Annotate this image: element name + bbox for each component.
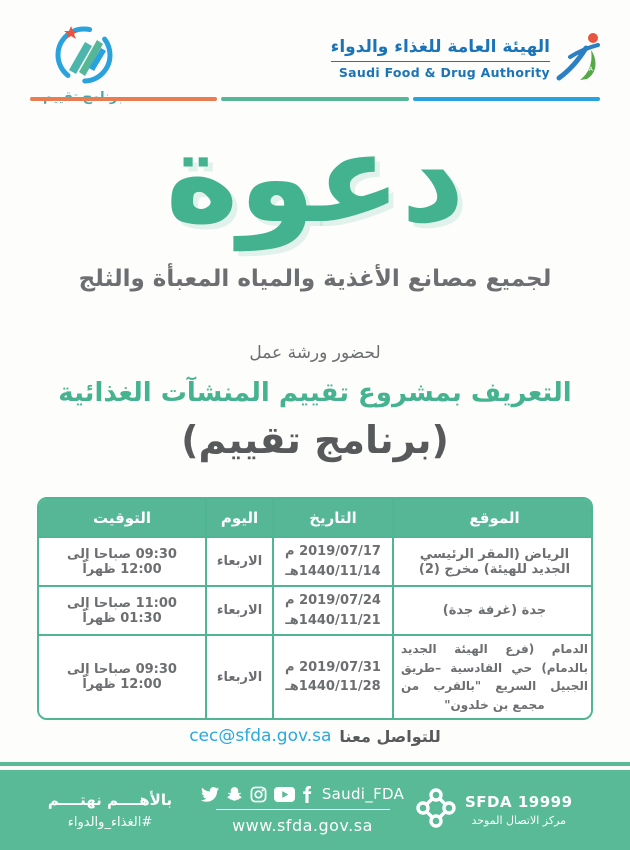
- call-center-number: SFDA 19999: [465, 793, 573, 811]
- column-header-location: الموقع: [393, 499, 593, 537]
- footer-social-block: [208, 785, 405, 835]
- divider-blue-segment: [413, 97, 600, 101]
- twitter-icon[interactable]: [201, 787, 219, 802]
- contact-line: [0, 726, 630, 746]
- taqyeem-program-logo: [40, 24, 126, 105]
- contact-email-link[interactable]: cec@sfda.gov.sa: [189, 726, 332, 746]
- footer-callcenter-block: [415, 787, 600, 833]
- tricolor-divider: [30, 97, 600, 101]
- hijri-date: 1440/11/28هـ: [285, 679, 381, 695]
- date-cell: [273, 586, 393, 635]
- sfda-logo: [331, 30, 602, 86]
- time-cell: 09:30 صباحا إلى 12:00 ظهراً: [39, 635, 206, 718]
- table-header-row: [39, 499, 593, 537]
- date-cell: [273, 635, 393, 718]
- website-link[interactable]: www.sfda.gov.sa: [232, 816, 373, 835]
- social-handle[interactable]: Saudi_FDA: [321, 785, 405, 803]
- column-header-date: التاريخ: [273, 499, 393, 537]
- sfda-figure-icon: [556, 30, 602, 86]
- table-row: [39, 586, 593, 635]
- invitation-calligraphy: دعوة: [165, 107, 465, 251]
- call-center-label: مركز الاتصال الموحد: [471, 814, 567, 827]
- column-header-time: التوقيت: [39, 499, 206, 537]
- gregorian-date: 2019/07/17 م: [285, 544, 381, 559]
- program-name: (برنامج تقييم): [181, 418, 449, 462]
- time-cell: 11:00 صباحا إلى 01:30 ظهراً: [39, 586, 206, 635]
- purpose-line: لحضور ورشة عمل: [249, 343, 381, 363]
- location-cell: الدمام (فرع الهيئة الجديد بالدمام) حي القادسية –طريق الجبيل السريع "بالقرب من مجمع بن خلدون": [393, 635, 593, 718]
- hijri-date: 1440/11/21هـ: [285, 612, 381, 628]
- workshop-title: التعريف بمشروع تقييم المنشآت الغذائية: [58, 378, 572, 408]
- taqyeem-circle-icon: [51, 69, 115, 88]
- audience-line: لجميع مصانع الأغذية والمياه المعبأة والثلج: [78, 266, 552, 292]
- hijri-date: 1440/11/14هـ: [285, 563, 381, 579]
- youtube-icon[interactable]: [274, 787, 295, 802]
- gregorian-date: 2019/07/24 م: [285, 593, 381, 608]
- time-cell: 09:30 صباحا إلى 12:00 ظهراً: [39, 537, 206, 586]
- footer-hashtag: #الغذاء_والدواء: [67, 814, 153, 830]
- footer-slogan-block: [30, 791, 190, 830]
- unified-call-center-icon: [415, 787, 457, 833]
- sfda-arabic-name: الهيئة العامة للغذاء والدواء: [331, 37, 550, 62]
- table-row: [39, 635, 593, 718]
- svg-text:SFDA: SFDA: [577, 66, 593, 73]
- instagram-icon[interactable]: [250, 786, 267, 803]
- sfda-english-name: Saudi Food & Drug Authority: [338, 64, 550, 80]
- location-cell: جدة (غرفة جدة): [393, 586, 593, 635]
- contact-label: للتواصل معنا: [339, 726, 441, 746]
- divider-orange-segment: [30, 97, 217, 101]
- gregorian-date: 2019/07/31 م: [285, 659, 381, 675]
- day-cell: الاربعاء: [206, 635, 273, 718]
- location-cell: الرياض (المقر الرئيسي الجديد للهيئة) مخرج (2): [393, 537, 593, 586]
- facebook-icon[interactable]: [302, 786, 312, 803]
- snapchat-icon[interactable]: [226, 786, 243, 803]
- footer-slogan: بالأهــــم نهتــــم: [47, 790, 173, 809]
- table-row: [39, 537, 593, 586]
- day-cell: الاربعاء: [206, 537, 273, 586]
- day-cell: الاربعاء: [206, 586, 273, 635]
- footer-separator: [216, 809, 390, 810]
- footer-accent-line: [0, 762, 630, 766]
- divider-green-segment: [221, 97, 408, 101]
- schedule-table: [37, 497, 593, 720]
- date-cell: [273, 537, 393, 586]
- footer: [0, 770, 630, 850]
- column-header-day: اليوم: [206, 499, 273, 537]
